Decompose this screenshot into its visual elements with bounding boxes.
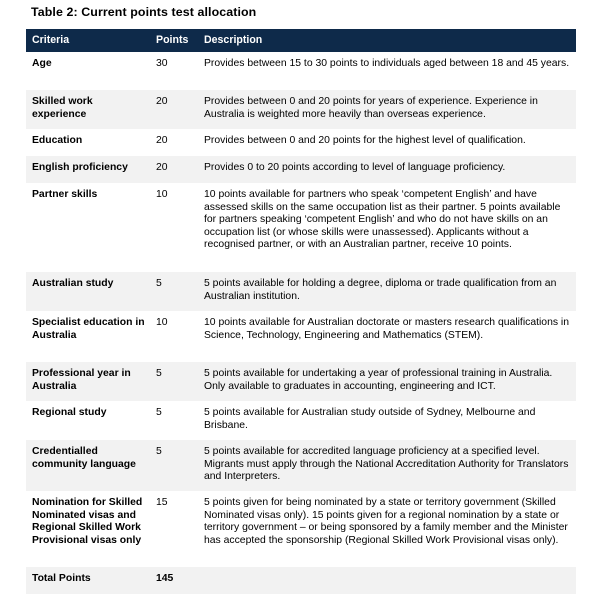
points-cell: 5 [156, 368, 162, 379]
table-header-row [26, 29, 576, 52]
criteria-cell: Australian study [32, 278, 114, 289]
points-cell: 15 [156, 497, 168, 508]
description-cell: Provides between 0 and 20 points for years of experience. Experience in Australia is weighted more heavily than overseas experience. [204, 96, 538, 120]
table-row [26, 311, 576, 362]
table-row [26, 491, 576, 567]
description-cell: 5 points available for holding a degree, diploma or trade qualification from an Australian institution. [204, 278, 557, 302]
table-row [26, 362, 576, 401]
header-points: Points [156, 34, 189, 47]
criteria-cell: Regional study [32, 407, 107, 418]
points-cell: 20 [156, 96, 168, 107]
table-row [26, 156, 576, 183]
description-cell: 10 points available for Australian doctorate or masters research qualifications in Science, Technology, Engineering and Mathematics (STEM). [204, 317, 570, 341]
points-cell: 20 [156, 162, 168, 173]
points-cell: 5 [156, 407, 162, 418]
criteria-cell: Credentialled community language [32, 446, 136, 470]
points-cell: 10 [156, 317, 168, 328]
points-cell: 20 [156, 135, 168, 146]
criteria-cell: Partner skills [32, 189, 98, 200]
criteria-cell: Professional year in Australia [32, 368, 131, 392]
description-cell: Provides between 15 to 30 points to individuals aged between 18 and 45 years. [204, 58, 570, 69]
total-description-cell [202, 567, 576, 594]
criteria-cell: English proficiency [32, 162, 128, 173]
criteria-cell: Education [32, 135, 83, 146]
table-row [26, 52, 576, 90]
header-description: Description [204, 34, 263, 47]
total-points: 145 [156, 573, 174, 584]
points-cell: 30 [156, 58, 168, 69]
total-label: Total Points [32, 573, 91, 584]
table-row [26, 183, 576, 272]
criteria-cell: Age [32, 58, 52, 69]
criteria-cell: Specialist education in Australia [32, 317, 145, 341]
description-cell: Provides between 0 and 20 points for the highest level of qualification. [204, 135, 526, 146]
table-row [26, 90, 576, 129]
points-cell: 10 [156, 189, 168, 200]
description-cell: 5 points available for undertaking a year of professional training in Australia. Only available to graduates in accounting, engineering and ICT. [204, 368, 553, 392]
table-caption: Table 2: Current points test allocation [31, 5, 257, 19]
points-table [26, 29, 576, 594]
table-row [26, 272, 576, 311]
criteria-cell: Nomination for Skilled Nominated visas and Regional Skilled Work Provisional visas only [32, 497, 143, 546]
points-cell: 5 [156, 446, 162, 457]
total-row [26, 567, 576, 594]
table-row [26, 440, 576, 491]
table-row [26, 129, 576, 156]
table-row [26, 401, 576, 440]
criteria-cell: Skilled work experience [32, 96, 93, 120]
header-criteria: Criteria [32, 34, 70, 47]
description-cell: 10 points available for partners who speak ‘competent English’ and have assessed skills on the same occupation list as their partner. 5 points available for partners speaking ‘competent English’ and who do not have skills on an occupation list (or whose skills were unassessed). Applicants without a recognised partner, or with an Australian partner, receive 10 points. [204, 189, 561, 251]
description-cell: 5 points available for accredited language proficiency at a specified level. Migrants must apply through the National Accreditation Authority for Translators and Interpreters. [204, 446, 569, 483]
description-cell: Provides 0 to 20 points according to level of language proficiency. [204, 162, 506, 173]
description-cell: 5 points available for Australian study outside of Sydney, Melbourne and Brisbane. [204, 407, 536, 431]
points-cell: 5 [156, 278, 162, 289]
description-cell: 5 points given for being nominated by a state or territory government (Skilled Nominated visas only). 15 points given for a regional nomination by a state or territory government – or being sponsored by a family member and the Minister has accepted the sponsorship (Regional Skilled Work Provisional visas only). [204, 497, 568, 546]
